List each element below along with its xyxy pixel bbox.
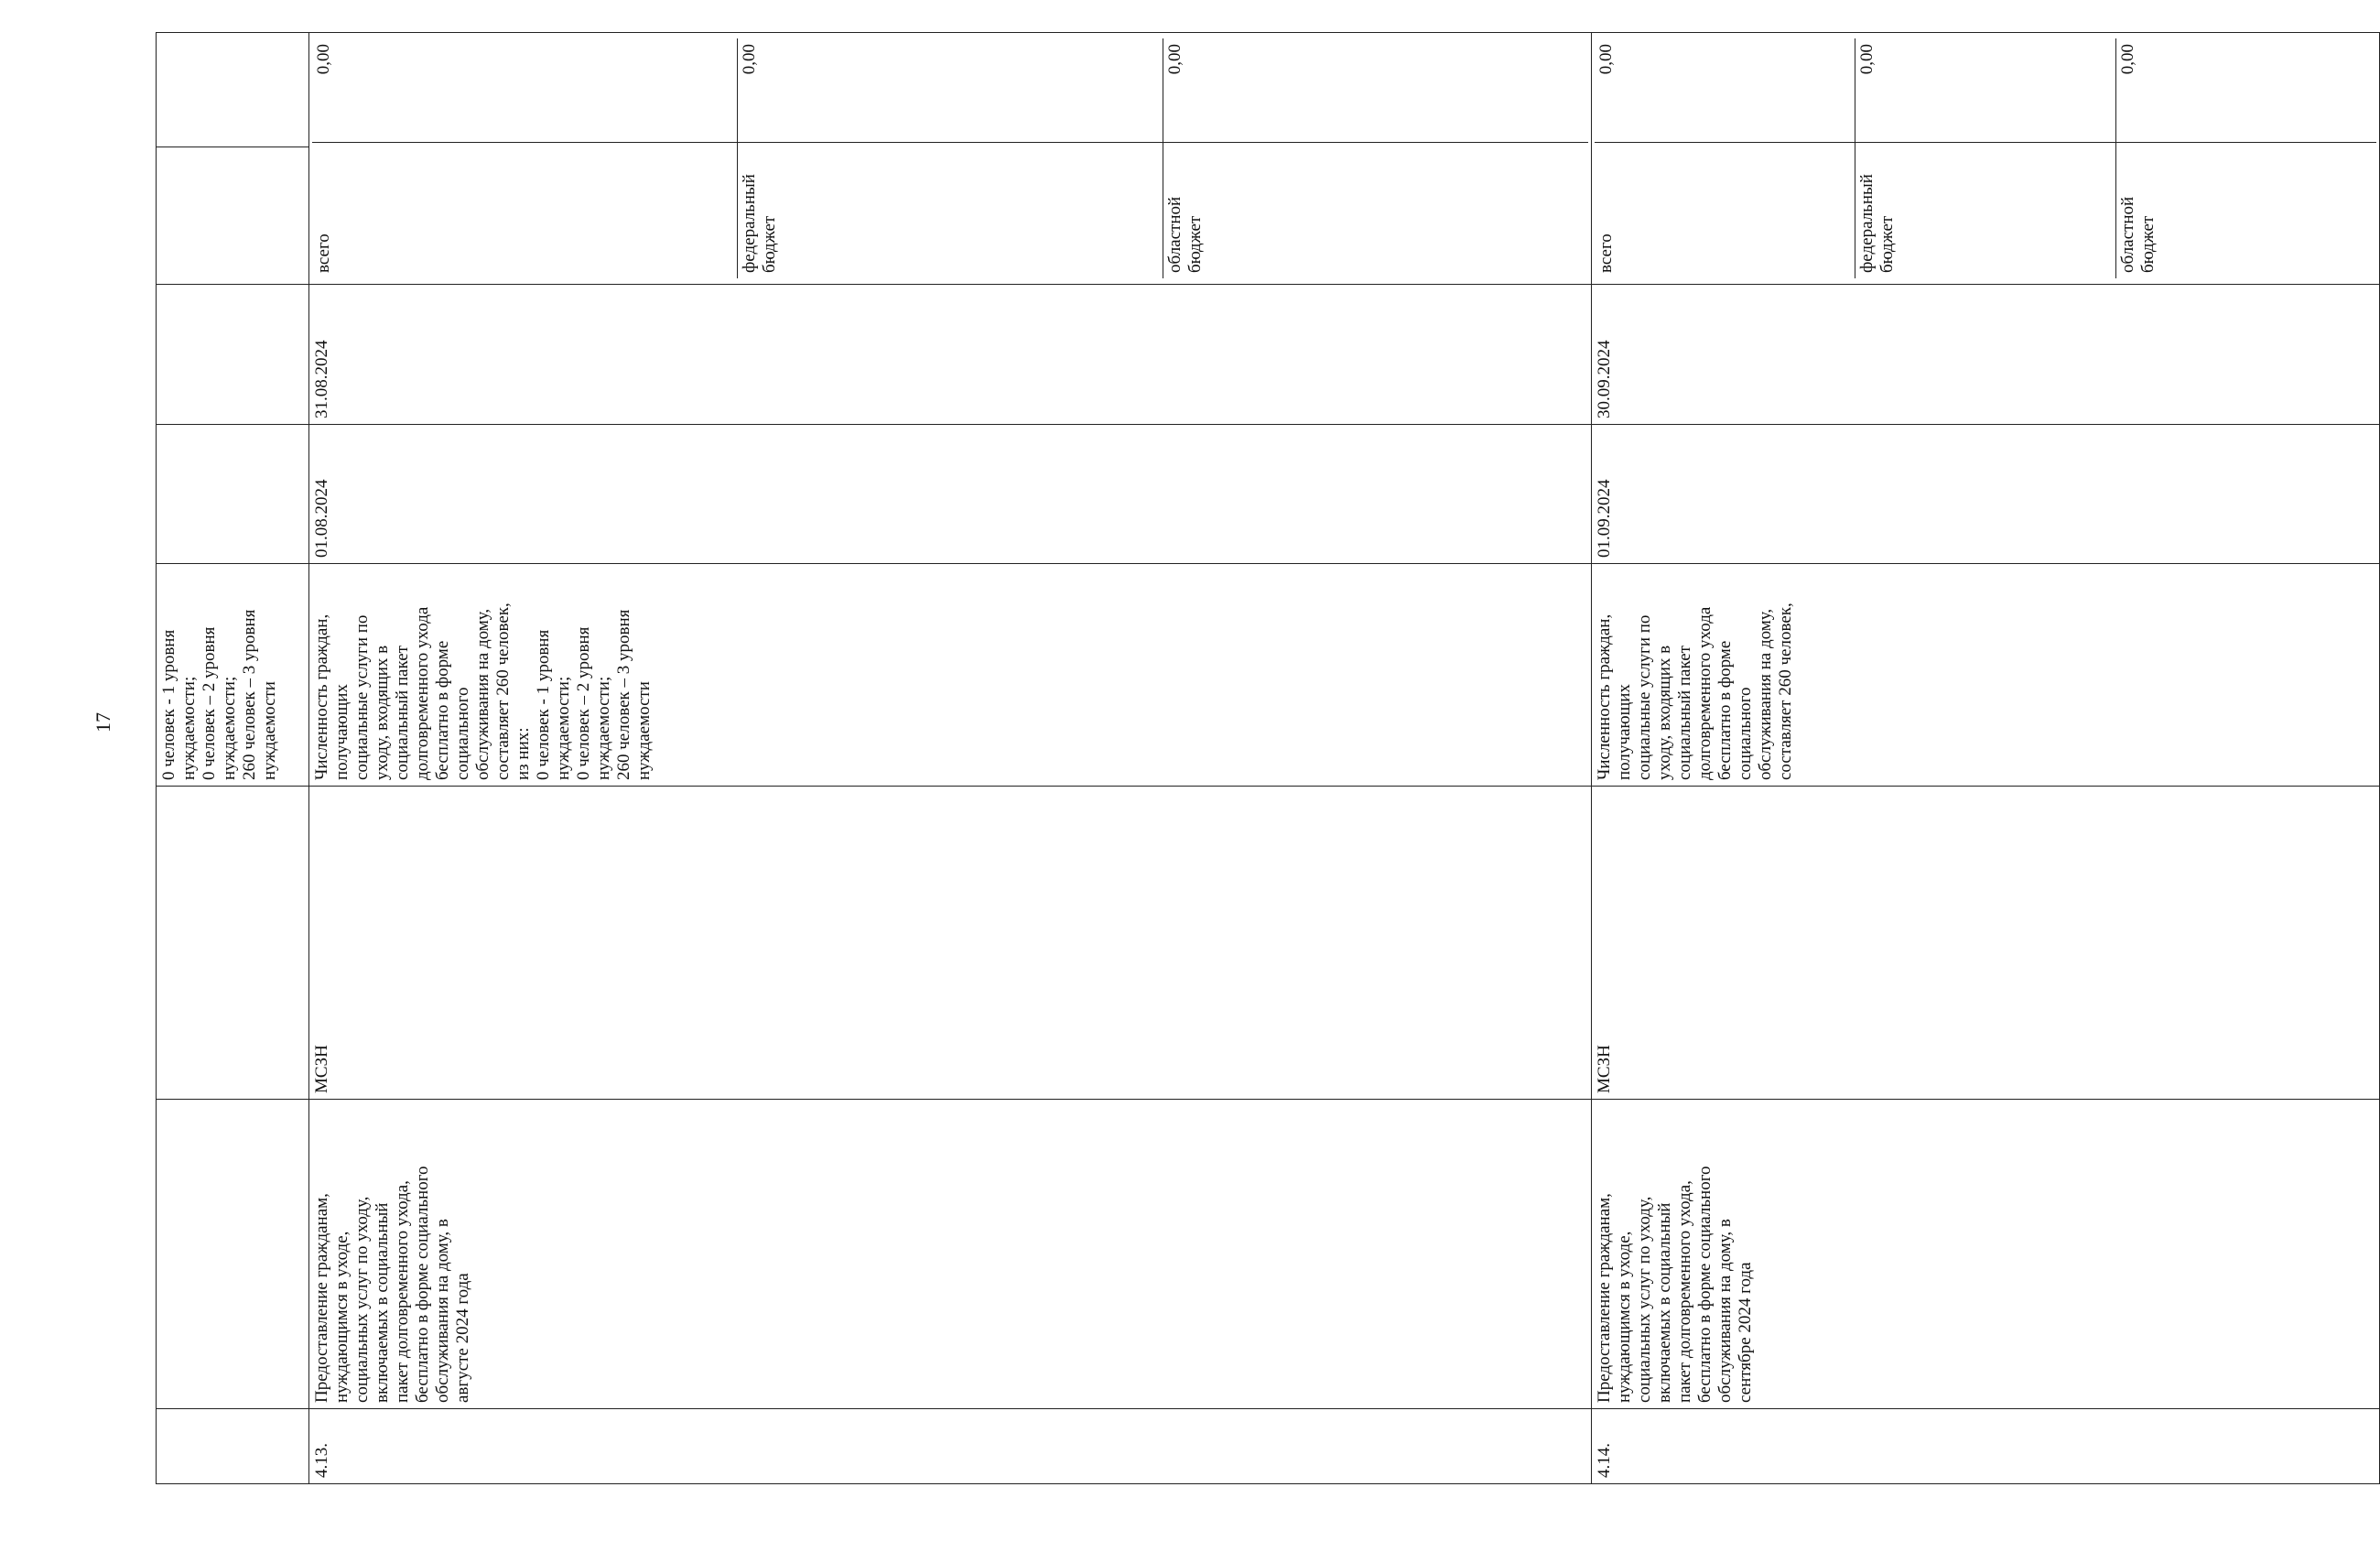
- rotated-table-container: [156, 33, 2158, 1484]
- table-row: [309, 33, 1592, 1484]
- page-number: 17: [92, 712, 114, 733]
- finance-amount: 0,00: [1855, 38, 2116, 143]
- finance-source: федеральный бюджет: [738, 143, 1163, 278]
- finance-row: [312, 38, 738, 278]
- finance-source: федеральный бюджет: [1855, 143, 2116, 278]
- table-row-continuation: [157, 33, 309, 1484]
- cell-amount: [157, 33, 309, 147]
- finance-row: [1855, 38, 2116, 278]
- finance-row: [1163, 38, 1589, 278]
- cell-executor: МСЗН: [309, 787, 1592, 1100]
- finance-row: [1595, 38, 1855, 278]
- cell-num: 4.14.: [1592, 1409, 2380, 1484]
- finance-source: всего: [1596, 233, 1616, 273]
- program-table: [156, 32, 2380, 1484]
- cell-indicator: Численность граждан, получающих социальные услуги по уходу, входящих в социальный пакет долговременного ухода бесплатно в форме социального обслуживания на дому, составляет 260 человек,: [1592, 564, 2380, 787]
- finance-amount: 0,00: [2116, 38, 2377, 143]
- finance-amount: 0,00: [312, 38, 738, 143]
- finance-source: областной бюджет: [1163, 143, 1589, 278]
- cell-name: [157, 1100, 309, 1409]
- cell-indicator: Численность граждан, получающих социальные услуги по уходу, входящих в социальный пакет долговременного ухода бесплатно в форме социального обслуживания на дому, составляет 260 человек, из них: 0 человек - 1 уровня нуждаемости; 0 человек – 2 уровня нуждаемости; 260 человек – 3 уровня нуждаемости: [309, 564, 1592, 787]
- finance-row: [738, 38, 1163, 278]
- cell-name: Предоставление гражданам, нуждающимся в уходе, социальных услуг по уходу, включаемых в социальный пакет долговременного ухода, бесплатно в форме социального обслуживания на дому, в августе 2024 года: [309, 1100, 1592, 1409]
- table-row: [1592, 33, 2380, 1484]
- finance-source: всего: [314, 233, 333, 273]
- cell-num: 4.13.: [309, 1409, 1592, 1484]
- cell-indicator: 0 человек - 1 уровня нуждаемости; 0 человек – 2 уровня нуждаемости; 260 человек – 3 уровня нуждаемости: [157, 564, 309, 787]
- cell-num: [157, 1409, 309, 1484]
- finance-source: областной бюджет: [2116, 143, 2377, 278]
- cell-start: [157, 425, 309, 564]
- finance-row: [2116, 38, 2377, 278]
- cell-executor: [157, 787, 309, 1100]
- finance-amount: 0,00: [1163, 38, 1589, 143]
- cell-finance: [1592, 33, 2380, 285]
- cell-end: 30.09.2024: [1592, 285, 2380, 425]
- finance-amount: 0,00: [1595, 38, 1855, 143]
- cell-finance: [309, 33, 1592, 285]
- finance-table: [312, 38, 1588, 278]
- cell-start: 01.09.2024: [1592, 425, 2380, 564]
- cell-end: [157, 285, 309, 425]
- cell-executor: МСЗН: [1592, 787, 2380, 1100]
- finance-table: [1595, 38, 2376, 278]
- finance-amount: 0,00: [738, 38, 1163, 143]
- cell-name: Предоставление гражданам, нуждающимся в уходе, социальных услуг по уходу, включаемых в социальный пакет долговременного ухода, бесплатно в форме социального обслуживания на дому, в сентябре 2024 года: [1592, 1100, 2380, 1409]
- cell-source: [157, 147, 309, 285]
- cell-start: 01.08.2024: [309, 425, 1592, 564]
- cell-end: 31.08.2024: [309, 285, 1592, 425]
